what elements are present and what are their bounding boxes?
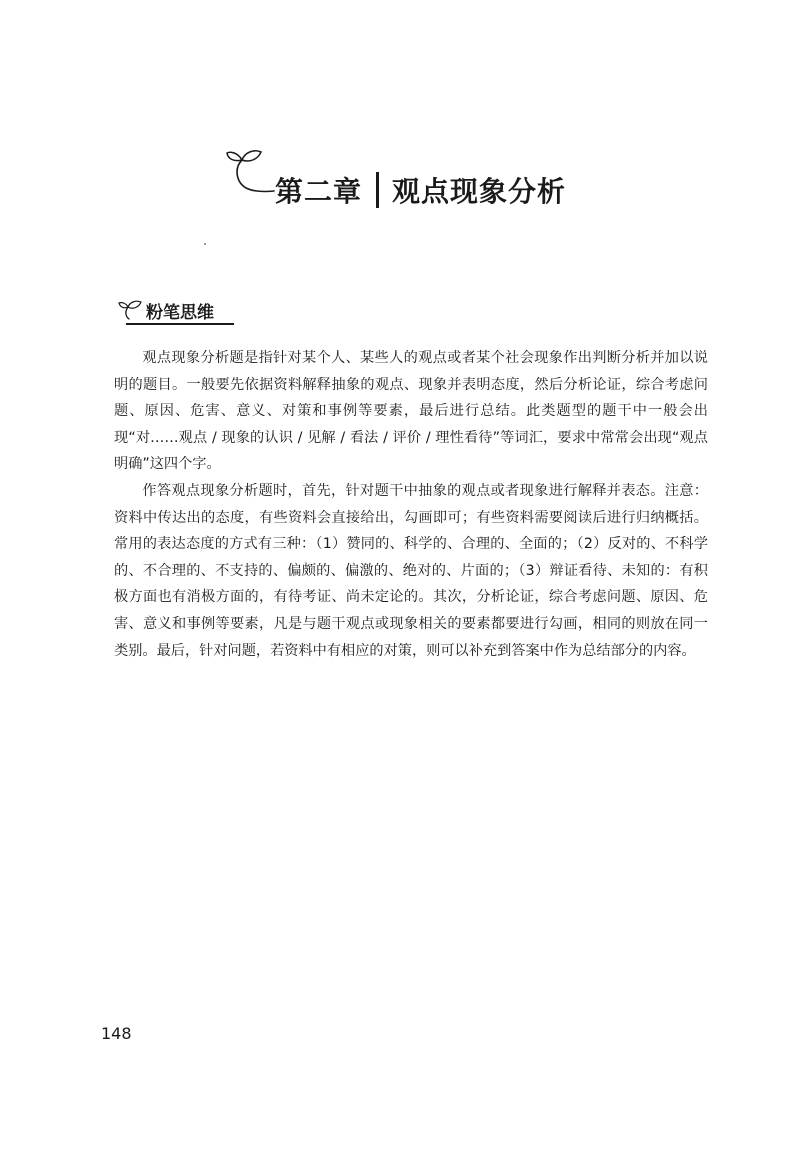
scan-dot xyxy=(204,243,206,245)
section-header xyxy=(118,297,238,327)
body-text xyxy=(114,345,708,664)
chapter-divider xyxy=(376,172,379,208)
page-number: 148 xyxy=(101,1024,132,1043)
section-title: 粉笔思维 xyxy=(146,303,214,323)
paragraph: 观点现象分析题是指针对某个人、某些人的观点或者某个社会现象作出判断分析并加以说明的题目。一般要先依据资料解释抽象的观点、现象并表明态度，然后分析论证，综合考虑问题、原因、危害、意义、对策和事例等要素，最后进行总结。此类题型的题干中一般会出现“对……观点 / 现象的认识 / 见解 / 看法 / 评价 / 理性看待”等词汇，要求中常常会出现“观点明确”这四个字。 xyxy=(114,350,708,473)
chapter-number: 第二章 xyxy=(275,175,363,208)
chapter-header xyxy=(224,140,584,220)
section-underline xyxy=(126,323,234,325)
chapter-title: 观点现象分析 xyxy=(392,175,567,208)
sprout-icon xyxy=(118,299,144,321)
paragraph: 作答观点现象分析题时，首先，针对题干中抽象的观点或者现象进行解释并表态。注意：资料中传达出的态度，有些资料会直接给出，勾画即可；有些资料需要阅读后进行归纳概括。常用的表达态度的方式有三种：（1）赞同的、科学的、合理的、全面的；（2）反对的、不科学的、不合理的、不支持的、偏颇的、偏激的、绝对的、片面的；（3）辩证看待、未知的：有积极方面也有消极方面的，有待考证、尚未定论的。其次，分析论证，综合考虑问题、原因、危害、意义和事例等要素，凡是与题干观点或现象相关的要素都要进行勾画，相同的则放在同一类别。最后，针对问题，若资料中有相应的对策，则可以补充到答案中作为总结部分的内容。 xyxy=(114,482,708,659)
